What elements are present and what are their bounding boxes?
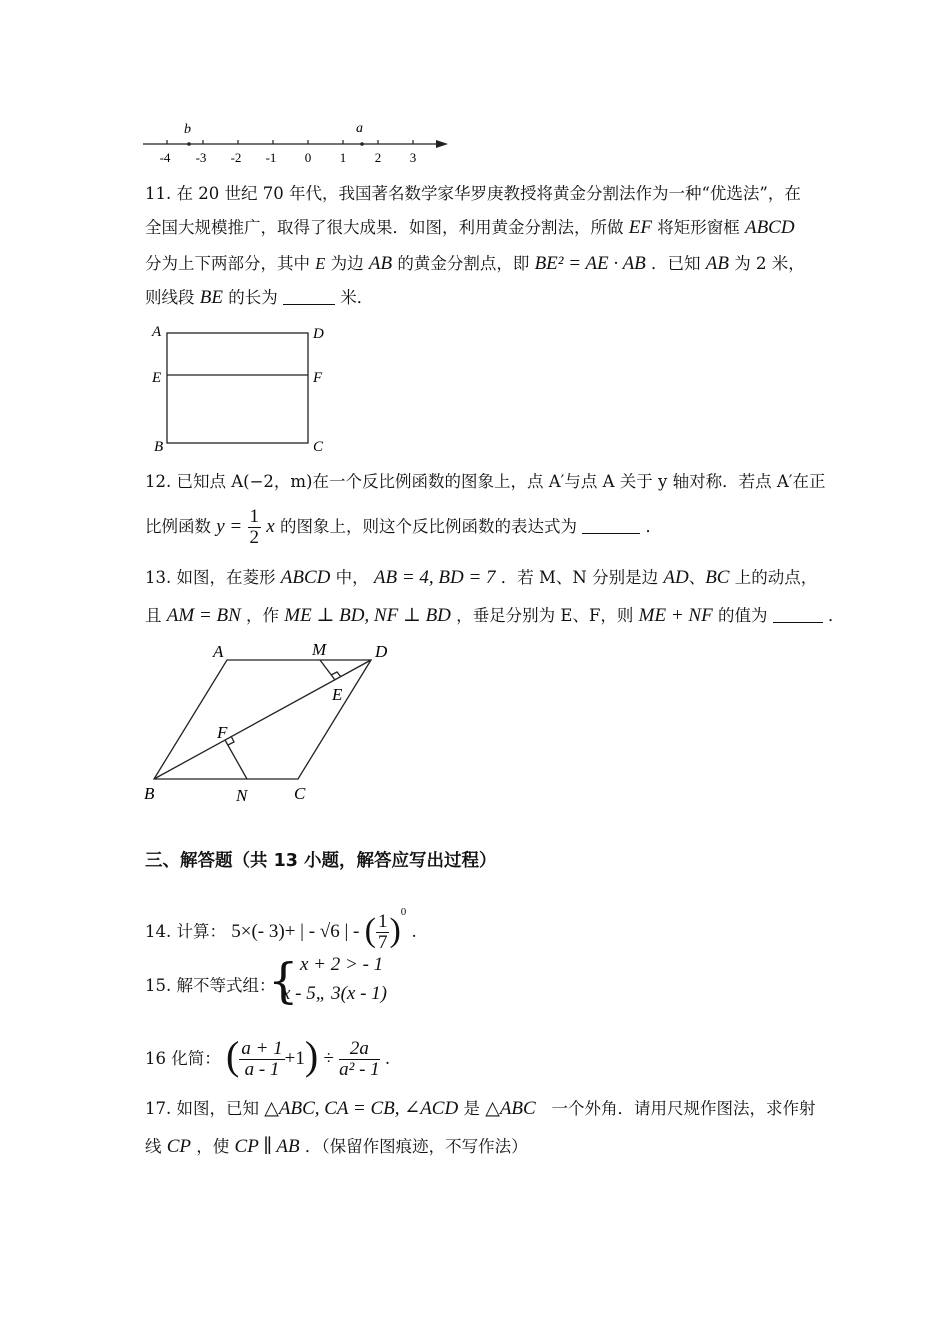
label-C: C [294,784,306,803]
q11-math-abcd: ABCD [744,217,795,238]
q14-exponent: 0 [400,906,407,918]
q17-text: ．（保留作图痕迹，不写作法） [304,1137,528,1156]
q13-math-perpendiculars: ME ⊥ BD, NF ⊥ BD [284,605,451,626]
tick-label: -4 [159,150,171,165]
q17-text: ，使 [196,1137,230,1156]
fraction-numerator: a + 1 [241,1038,283,1059]
q13-math-bc: BC [705,567,730,588]
q13-text: ，垂足分别为 E、F，则 [456,606,634,625]
q12-math-y: y = [216,516,243,537]
paren-left: ( [226,1033,240,1078]
label-A: A [152,324,162,340]
q13-text: 的值为 [717,606,768,625]
q16-label: 16 化简： [145,1049,221,1068]
q16-plus-one: +1 [284,1048,305,1069]
label-E: E [152,370,162,386]
q13-text: 中， [335,568,369,587]
q14-label: 14. 计算： [145,922,226,941]
fraction-denominator: a - 1 [244,1059,280,1080]
label-C: C [313,439,324,455]
q15-system-brace: { [268,953,299,1009]
label-F: F [217,723,228,742]
label-D: D [313,326,324,342]
q13-math-abcd: ABCD [280,567,331,588]
q13-rhombus-figure [140,635,410,815]
q13-text: 13. 如图，在菱形 [145,568,276,587]
q17-math-triangle: △ABC [485,1098,536,1119]
label-F: F [313,370,323,386]
paren-right: ) [304,1033,319,1078]
q11-text: 为 2 米， [734,254,805,273]
q11-line1: 11. 在 20 世纪 70 年代，我国著名数学家华罗庚教授将黄金分割法作为一种“优选法”，在 [145,184,801,203]
number-line-figure [140,115,460,170]
label-N: N [236,786,248,805]
window-frame-rect [167,333,308,443]
q17-math-given: △ABC, CA = CB, ∠ACD [264,1098,459,1119]
q11-text: 为边 [330,254,364,273]
fraction-denominator: 7 [377,932,388,953]
q11-math-ab: AB [368,253,393,274]
q11-line3 [145,252,805,276]
q13-line2 [145,604,844,628]
q17-line2 [145,1135,528,1159]
q16-division-sign: ÷ [323,1048,334,1069]
q11-text: ．已知 [651,254,701,273]
fraction-a-plus-1-over-a-minus-1 [239,1039,284,1080]
q16-end: . [384,1049,391,1068]
q15-inequality-2: x - 5„ 3(x - 1) [282,983,387,1004]
q17-text: 是 [463,1099,480,1118]
q13-math-am-bn: AM = BN [166,605,241,626]
segment-me [320,660,335,680]
q14-end: . [411,922,417,941]
number-line-arrow [436,140,448,148]
label-A: A [213,642,224,661]
fraction-numerator: 1 [249,506,260,527]
q13-math-equation: AB = 4, BD = 7 [373,567,496,588]
q14-line [145,890,417,953]
point-a-dot [360,142,364,146]
point-b-label: b [184,122,191,137]
tick-label: -1 [265,150,277,165]
q11-line2 [145,216,795,240]
paren-right: ) [389,912,401,949]
q15-label: 15. 解不等式组： [145,976,276,995]
q11-text: 则线段 [145,288,195,307]
q11-text: 将矩形窗框 [657,218,740,237]
label-D: D [375,642,388,661]
point-b-dot [187,142,191,146]
q12-line2 [145,505,662,551]
q11-math-ab: AB [705,253,729,274]
fraction-numerator: 2a [339,1039,380,1060]
fraction-denominator: 2 [249,527,260,548]
tick-label: 2 [374,150,382,165]
q11-rectangle-figure [145,320,345,460]
label-M: M [312,640,327,659]
q11-text: 的黄金分割点，即 [397,254,530,273]
tick-label: 3 [409,150,417,165]
diagonal-bd [154,660,371,779]
q17-math-cp: CP [166,1136,192,1157]
q11-text: 分为上下两部分，其中 [145,254,310,273]
section-heading: 三、解答题（共 13 小题，解答应写出过程） [145,851,497,871]
answer-blank[interactable] [773,606,823,623]
fraction-one-seventh [376,912,390,953]
point-a-label: a [356,121,363,136]
q13-text: 且 [145,606,162,625]
q12-math-x: x [266,516,275,537]
q11-math-be: BE [199,287,223,308]
q13-text: ． [827,606,845,625]
q13-text: ．若 M、N 分别是边 [500,568,659,587]
q12-text: 比例函数 [145,517,211,536]
q11-text: 全国大规模推广，取得了很大成果．如图，利用黄金分割法，所做 [145,218,624,237]
q11-math-e: E [315,254,326,273]
q11-text: 米． [340,288,374,307]
q13-text: ，作 [246,606,280,625]
q13-line1 [145,566,817,590]
answer-blank[interactable] [582,517,640,534]
tick-label: -2 [230,150,242,165]
q14-expression: 5×(- 3)+ | - √6 | - [231,921,360,942]
q11-math-equation: BE² = AE · AB [534,253,646,274]
fraction-one-half [248,507,262,548]
fraction-denominator: a² - 1 [339,1059,380,1080]
q17-line1 [145,1097,815,1121]
fraction-numerator: 1 [377,911,388,932]
label-B: B [154,439,164,455]
paren-left: ( [364,912,376,949]
q13-math-ad: AD [663,567,689,588]
tick-label: -3 [195,150,207,165]
q13-text: 、 [688,568,706,587]
q17-math-parallel: CP ∥ AB [234,1136,300,1157]
segment-nf [225,740,247,779]
q15-inequality-1: x + 2 > - 1 [300,954,384,975]
q12-text: ． [645,517,662,536]
q17-text: 线 [145,1137,162,1156]
q12-line1: 12. 已知点 A(−2，m)在一个反比例函数的图象上，点 A′与点 A 关于 y 轴对称．若点 A′在正 [145,472,826,491]
tick-label: 1 [339,150,347,165]
q13-math-me-nf: ME + NF [638,605,713,626]
q11-line4 [145,286,373,310]
q13-text: 上的动点， [734,568,818,587]
q17-text: 一个外角．请用尺规作图法，求作射 [551,1099,816,1118]
label-B: B [144,784,155,803]
q16-line [145,1032,390,1084]
q17-text: 17. 如图，已知 [145,1099,259,1118]
q11-text: 的长为 [228,288,278,307]
answer-blank[interactable] [283,288,335,305]
tick-label: 0 [304,150,312,165]
fraction-2a-over-a2-minus-1 [339,1039,380,1080]
label-E: E [332,685,343,704]
q11-math-ef: EF [628,217,652,238]
q12-text: 的图象上，则这个反比例函数的表达式为 [279,517,577,536]
